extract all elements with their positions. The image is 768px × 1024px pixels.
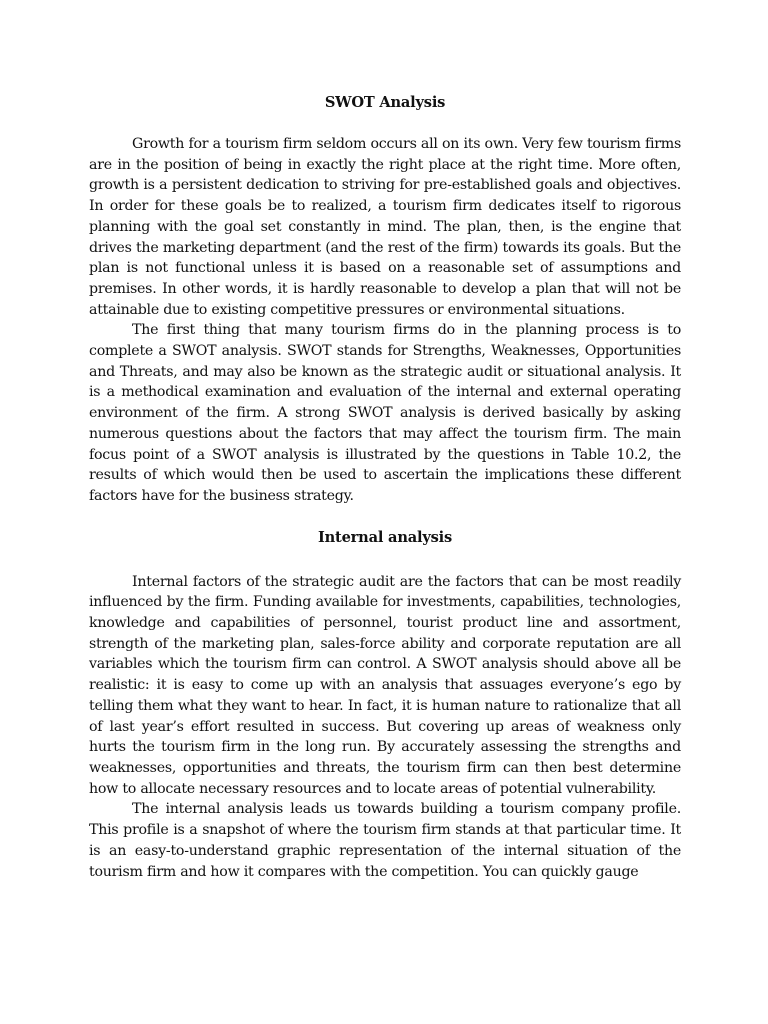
paragraph-internal-factors: Internal factors of the strategic audit are the factors that can be most readily influenced by the firm. Funding available for investments, capabilities, technologies, knowledge and capabilities of personnel, tourist product line and assortment, strength of the marketing plan, sales-force ability and corporate reputation are all variables which the tourism firm can control. A SWOT analysis should above all be realistic: it is easy to come up with an analysis that assuages everyone’s ego by telling them what they want to hear. In fact, it is human nature to rationalize that all of last year’s effort resulted in success. But covering up areas of weakness only hurts the tourism firm in the long run. By accurately assessing the strengths and weaknesses, opportunities and threats, the tourism firm can then best determine how to allocate necessary resources and to locate areas of potential vulnerability.	[89, 573, 681, 797]
paragraph-company-profile: The internal analysis leads us towards building a tourism company profile. This profile is a snapshot of where the tourism firm stands at that particular time. It is an easy-to-understand graphic representation of the internal situation of the tourism firm and how it compares with the competition. You can quickly gauge	[89, 801, 681, 880]
paragraph-swot-definition: The first thing that many tourism firms do in the planning process is to complete a SWOT analysis. SWOT stands for Strengths, Weaknesses, Opportunities and Threats, and may also be known as the strategic audit or situational analysis. It is a methodical examination and evaluation of the internal and external operating environment of the firm. A strong SWOT analysis is derived basically by asking numerous questions about the factors that may affect the tourism firm. The main focus point of a SWOT analysis is illustrated by the questions in Table 10.2, the results of which would then be used to ascertain the implications these different factors have for the business strategy.	[89, 322, 681, 504]
paragraph-growth: Growth for a tourism firm seldom occurs all on its own. Very few tourism firms are in the position of being in exactly the right place at the right time. More often, growth is a persistent dedication to striving for pre-established goals and objectives. In order for these goals be to realized, a tourism firm dedicates itself to rigorous planning with the goal set constantly in mind. The plan, then, is the engine that drives the marketing department (and the rest of the firm) towards its goals. But the plan is not functional unless it is based on a reasonable set of assumptions and premises. In other words, it is hardly reasonable to develop a plan that will not be attainable due to existing competitive pressures or environmental situations.	[89, 136, 681, 318]
section-heading-internal-analysis: Internal analysis	[318, 528, 452, 546]
document-body	[89, 93, 681, 882]
document-title: SWOT Analysis	[324, 94, 446, 111]
